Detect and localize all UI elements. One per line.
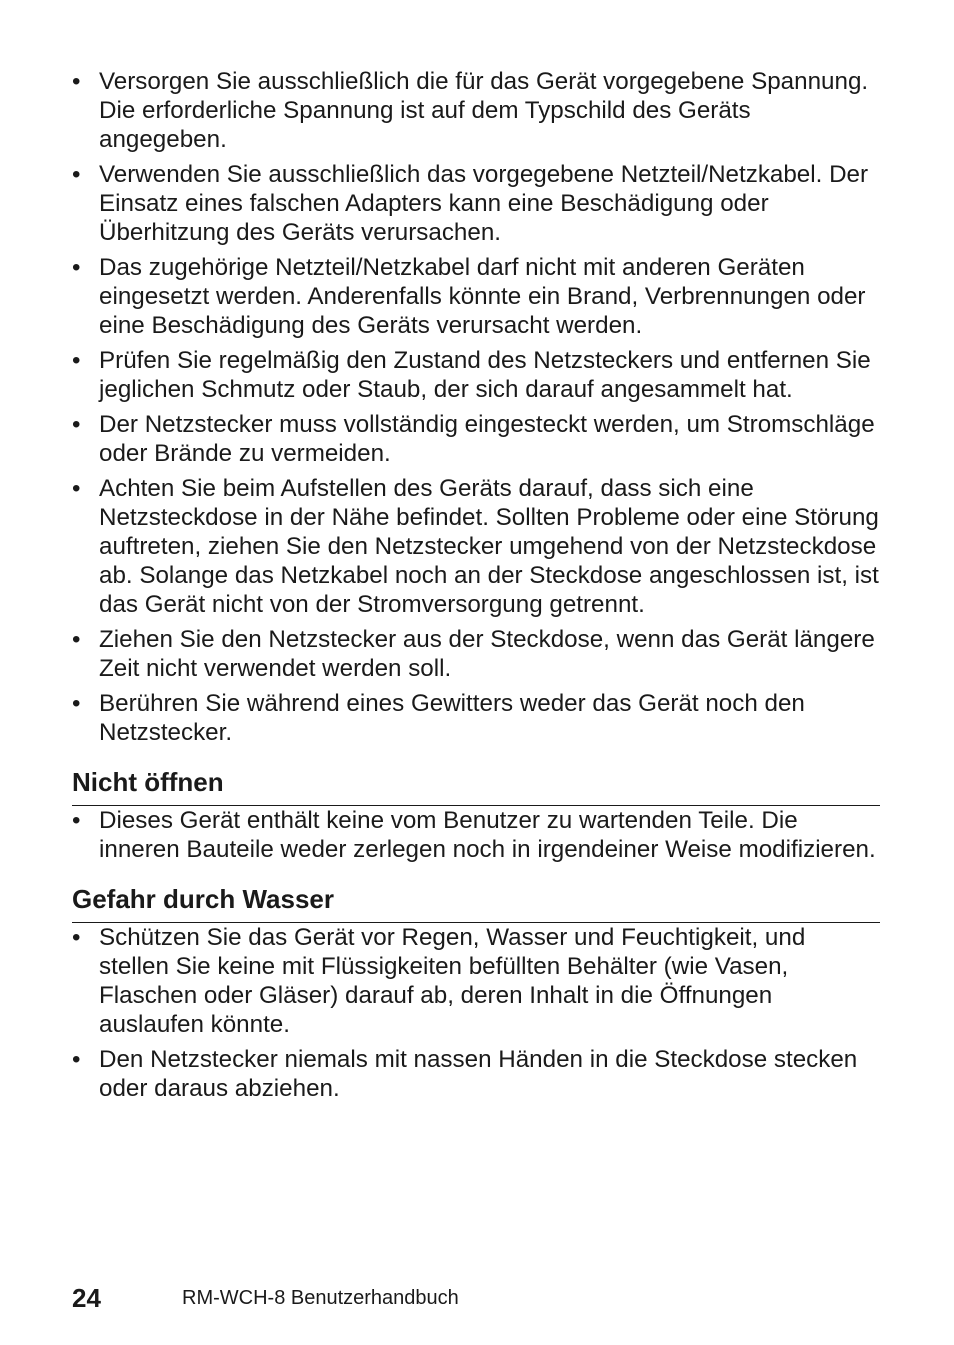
list-item: • Ziehen Sie den Netzstecker aus der Steckdose, wenn das Gerät längere Zeit nicht verwendet werden soll.: [72, 625, 880, 683]
list-item: • Prüfen Sie regelmäßig den Zustand des Netzsteckers und entfernen Sie jeglichen Schmutz oder Staub, der sich darauf angesammelt hat.: [72, 346, 880, 404]
list-item: • Den Netzstecker niemals mit nassen Händen in die Steckdose stecken oder daraus abziehen.: [72, 1045, 880, 1103]
gefahr-durch-wasser-bullet-list: [72, 923, 880, 1103]
intro-bullet-list: [72, 67, 880, 747]
page-number: 24: [72, 1283, 101, 1313]
list-item: • Schützen Sie das Gerät vor Regen, Wasser und Feuchtigkeit, und stellen Sie keine mit Flüssigkeiten befüllten Behälter (wie Vasen, Flaschen oder Gläser) darauf ab, deren Inhalt in die Öffnungen auslaufen könnte.: [72, 923, 880, 1039]
list-item: • Achten Sie beim Aufstellen des Geräts darauf, dass sich eine Netzsteckdose in der Nähe befindet. Sollten Probleme oder eine Störung auftreten, ziehen Sie den Netzstecker umgehend von der Netzsteckdose ab. Solange das Netzkabel noch an der Steckdose angeschlossen ist, ist das Gerät nicht von der Stromversorgung getrennt.: [72, 474, 880, 619]
section-heading-gefahr-durch-wasser: Gefahr durch Wasser: [72, 884, 880, 923]
list-item: • Versorgen Sie ausschließlich die für das Gerät vorgegebene Spannung. Die erforderliche Spannung ist auf dem Typschild des Geräts angegeben.: [72, 67, 880, 154]
section-heading-nicht-oeffnen: Nicht öffnen: [72, 767, 880, 806]
list-item: • Das zugehörige Netzteil/Netzkabel darf nicht mit anderen Geräten eingesetzt werden. Anderenfalls könnte ein Brand, Verbrennungen oder eine Beschädigung des Geräts verursacht werden.: [72, 253, 880, 340]
list-item: • Der Netzstecker muss vollständig eingesteckt werden, um Stromschläge oder Brände zu vermeiden.: [72, 410, 880, 468]
list-item: • Verwenden Sie ausschließlich das vorgegebene Netzteil/Netzkabel. Der Einsatz eines falschen Adapters kann eine Beschädigung oder Überhitzung des Geräts verursachen.: [72, 160, 880, 247]
list-item: • Dieses Gerät enthält keine vom Benutzer zu wartenden Teile. Die inneren Bauteile weder zerlegen noch in irgendeiner Weise modifizieren.: [72, 806, 880, 864]
nicht-oeffnen-bullet-list: [72, 806, 880, 864]
manual-title: RM-WCH-8 Benutzerhandbuch: [182, 1287, 459, 1309]
page-content: [72, 67, 880, 1109]
list-item: • Berühren Sie während eines Gewitters weder das Gerät noch den Netzstecker.: [72, 689, 880, 747]
